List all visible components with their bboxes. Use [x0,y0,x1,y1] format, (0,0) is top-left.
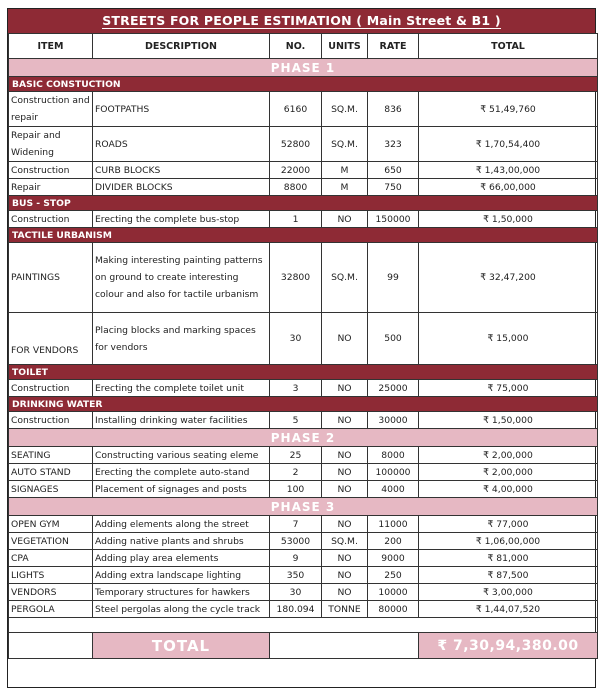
cell-total: ₹ 32,47,200 [419,243,598,313]
spacer-cell [9,618,598,633]
cell-description: CURB BLOCKS [93,162,270,179]
cell-item: SIGNAGES [9,481,93,498]
phase-1-row [9,59,598,77]
cell-item: CPA [9,550,93,567]
cell-no: 2 [270,464,322,481]
phase-1-label: PHASE 1 [9,59,598,77]
header-total: TOTAL [419,34,598,59]
cell-item: Construction [9,211,93,228]
cell-no: 22000 [270,162,322,179]
section-label: TOILET [9,365,598,380]
cell-no: 53000 [270,533,322,550]
cell-total: ₹ 1,44,07,520 [419,601,598,618]
cell-description: ROADS [93,127,270,162]
cell-item: Construction [9,162,93,179]
cell-units: NO [322,464,368,481]
table-row [9,447,598,464]
header-no: NO. [270,34,322,59]
total-amount: ₹ 7,30,94,380.00 [419,633,598,659]
cell-description: Temporary structures for hawkers [93,584,270,601]
cell-total: ₹ 75,000 [419,380,598,397]
spacer-row [9,618,598,633]
cell-item: LIGHTS [9,567,93,584]
cell-no: 100 [270,481,322,498]
cell-item: AUTO STAND [9,464,93,481]
cell-units: M [322,179,368,196]
section-bus-stop [9,196,598,211]
cell-item: SEATING [9,447,93,464]
estimation-table [8,33,598,659]
cell-no: 30 [270,313,322,365]
cell-description: Steel pergolas along the cycle track [93,601,270,618]
cell-item: FOR VENDORS [9,313,93,365]
cell-item: Repair [9,179,93,196]
cell-rate: 100000 [368,464,419,481]
cell-rate: 200 [368,533,419,550]
cell-rate: 80000 [368,601,419,618]
section-drinking-water [9,397,598,412]
header-item: ITEM [9,34,93,59]
cell-no: 5 [270,412,322,429]
cell-description: Adding extra landscape lighting [93,567,270,584]
cell-rate: 150000 [368,211,419,228]
cell-item: VENDORS [9,584,93,601]
cell-item: PERGOLA [9,601,93,618]
sheet-title: STREETS FOR PEOPLE ESTIMATION ( Main Street & B1 ) [8,9,595,33]
cell-total: ₹ 1,70,54,400 [419,127,598,162]
cell-rate: 10000 [368,584,419,601]
cell-units: NO [322,447,368,464]
cell-description: Constructing various seating eleme [93,447,270,464]
table-row [9,380,598,397]
table-row [9,92,598,127]
cell-units: NO [322,211,368,228]
cell-description: FOOTPATHS [93,92,270,127]
cell-units: NO [322,584,368,601]
section-toilet [9,365,598,380]
cell-rate: 250 [368,567,419,584]
cell-units: NO [322,516,368,533]
cell-total: ₹ 77,000 [419,516,598,533]
cell-item: PAINTINGS [9,243,93,313]
table-row [9,412,598,429]
cell-no: 3 [270,380,322,397]
phase-2-label: PHASE 2 [9,429,598,447]
header-units: UNITS [322,34,368,59]
cell-rate: 99 [368,243,419,313]
header-row [9,34,598,59]
cell-rate: 836 [368,92,419,127]
cell-units: SQ.M. [322,92,368,127]
cell-no: 32800 [270,243,322,313]
header-rate: RATE [368,34,419,59]
total-row [9,633,598,659]
table-row [9,464,598,481]
phase-2-row [9,429,598,447]
cell-item: VEGETATION [9,533,93,550]
cell-total: ₹ 2,00,000 [419,464,598,481]
table-row [9,516,598,533]
cell-total: ₹ 87,500 [419,567,598,584]
total-blank-cell [9,633,93,659]
cell-no: 25 [270,447,322,464]
cell-units: NO [322,550,368,567]
cell-total: ₹ 3,00,000 [419,584,598,601]
section-label: DRINKING WATER [9,397,598,412]
cell-no: 180.094 [270,601,322,618]
cell-rate: 750 [368,179,419,196]
table-row [9,243,598,313]
cell-units: NO [322,412,368,429]
cell-item: Repair and Widening [9,127,93,162]
section-label: BASIC CONSTUCTION [9,77,598,92]
estimation-sheet [7,8,596,688]
table-row [9,162,598,179]
table-row [9,481,598,498]
table-row [9,127,598,162]
section-label: TACTILE URBANISM [9,228,598,243]
cell-description: Erecting the complete bus-stop [93,211,270,228]
cell-units: TONNE [322,601,368,618]
total-spacer-cell [270,633,419,659]
section-label: BUS - STOP [9,196,598,211]
cell-no: 9 [270,550,322,567]
cell-total: ₹ 66,00,000 [419,179,598,196]
cell-description: Adding play area elements [93,550,270,567]
cell-description: Adding native plants and shrubs [93,533,270,550]
cell-units: NO [322,481,368,498]
cell-total: ₹ 51,49,760 [419,92,598,127]
cell-no: 52800 [270,127,322,162]
cell-rate: 30000 [368,412,419,429]
table-row [9,550,598,567]
cell-item: Construction and repair [9,92,93,127]
cell-units: M [322,162,368,179]
cell-rate: 323 [368,127,419,162]
phase-3-label: PHASE 3 [9,498,598,516]
cell-total: ₹ 1,43,00,000 [419,162,598,179]
cell-units: NO [322,380,368,397]
table-row [9,601,598,618]
cell-units: NO [322,567,368,584]
cell-no: 8800 [270,179,322,196]
cell-no: 350 [270,567,322,584]
table-row [9,567,598,584]
cell-description: Erecting the complete auto-stand [93,464,270,481]
section-tactile-urbanism [9,228,598,243]
cell-rate: 4000 [368,481,419,498]
cell-units: SQ.M. [322,243,368,313]
cell-description: DIVIDER BLOCKS [93,179,270,196]
cell-no: 1 [270,211,322,228]
cell-rate: 650 [368,162,419,179]
cell-units: NO [322,313,368,365]
cell-no: 6160 [270,92,322,127]
cell-units: SQ.M. [322,127,368,162]
cell-description: Adding elements along the street [93,516,270,533]
cell-total: ₹ 1,50,000 [419,211,598,228]
table-row [9,211,598,228]
cell-units: SQ.M. [322,533,368,550]
cell-description: Making interesting painting patterns on ground to create interesting colour and also for tactile urbanism [93,243,270,313]
cell-item: Construction [9,412,93,429]
table-row [9,533,598,550]
cell-total: ₹ 1,50,000 [419,412,598,429]
cell-description: Installing drinking water facilities [93,412,270,429]
cell-total: ₹ 15,000 [419,313,598,365]
cell-total: ₹ 4,00,000 [419,481,598,498]
cell-description: Erecting the complete toilet unit [93,380,270,397]
phase-3-row [9,498,598,516]
header-description: DESCRIPTION [93,34,270,59]
table-row [9,313,598,365]
cell-total: ₹ 1,06,00,000 [419,533,598,550]
section-basic-construction [9,77,598,92]
cell-description: Placing blocks and marking spaces for vendors [93,313,270,365]
cell-total: ₹ 2,00,000 [419,447,598,464]
table-row [9,179,598,196]
table-row [9,584,598,601]
cell-rate: 500 [368,313,419,365]
cell-no: 30 [270,584,322,601]
cell-rate: 11000 [368,516,419,533]
cell-rate: 25000 [368,380,419,397]
cell-description: Placement of signages and posts [93,481,270,498]
cell-rate: 8000 [368,447,419,464]
total-label: TOTAL [93,633,270,659]
cell-item: Construction [9,380,93,397]
cell-rate: 9000 [368,550,419,567]
cell-no: 7 [270,516,322,533]
cell-total: ₹ 81,000 [419,550,598,567]
cell-item: OPEN GYM [9,516,93,533]
